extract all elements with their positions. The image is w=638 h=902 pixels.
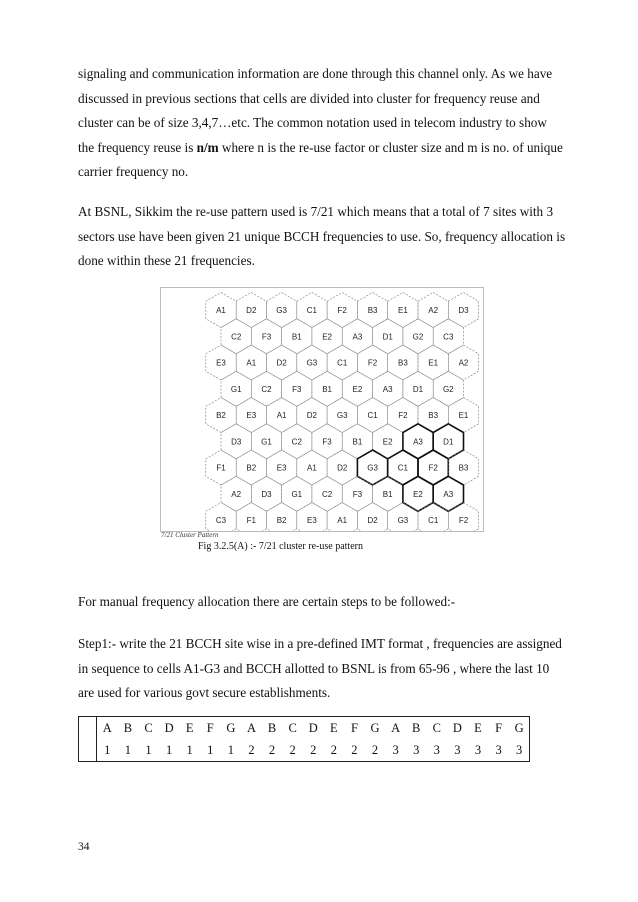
letter-cell: G [365, 717, 386, 740]
hex-cell-label: B1 [291, 332, 302, 342]
hex-cell-label: G1 [230, 384, 242, 394]
hex-cell-label: A2 [428, 306, 439, 315]
hex-cell-label: F1 [246, 516, 256, 525]
paragraph-step1: Step1:- write the 21 BCCH site wise in a pre-defined IMT format , frequencies are assigned in sequence to cells A1-G3 and BCCH allotted to BSNL is from 65-96 , where the last 10 are used for various govt secure establishments. [78, 636, 562, 700]
number-cell: 2 [365, 739, 386, 762]
number-cell: 2 [282, 739, 303, 762]
table-row-letters [79, 717, 530, 740]
number-cell: 1 [179, 739, 200, 762]
hex-cell-label: G2 [412, 332, 424, 342]
letter-cell: D [447, 717, 468, 740]
hex-cell-label: A3 [413, 437, 423, 447]
hex-cell-label: E1 [428, 358, 439, 368]
hex-cell-label: A3 [382, 384, 393, 394]
number-cell: 1 [118, 739, 139, 762]
hex-cell-label: C3 [443, 332, 454, 342]
hex-cell-label: G2 [442, 384, 454, 394]
hex-cell-label: B3 [458, 463, 469, 473]
hex-cell-label: E1 [458, 411, 469, 420]
hex-cell-label: D3 [458, 306, 469, 315]
hex-cell-label: B3 [398, 358, 408, 368]
letter-cell: C [427, 717, 448, 740]
hex-cell-label: A3 [443, 489, 454, 499]
number-cell: 3 [427, 739, 448, 762]
hex-cell-label: G1 [261, 437, 272, 447]
hex-cell-label: A2 [458, 358, 469, 368]
hex-cell-label: E3 [276, 463, 287, 473]
number-cell: 1 [97, 739, 118, 762]
letter-cell: D [303, 717, 324, 740]
hex-cell-label: F2 [367, 358, 378, 368]
hex-cell-label: C1 [367, 411, 378, 420]
hex-cell-label: C2 [291, 437, 302, 447]
paragraph-frequency-reuse: signaling and communication information are done through this channel only. As we have discussed in previous sections that cells are divided into cluster for frequency reuse and cluster can be of size 3,4,7…etc. The common notation used in telecom industry to show the frequency reuse is n/m where n is the re-use factor or cluster size and m is no. of unique carrier frequency no. [78, 66, 563, 179]
bcch-table [78, 716, 530, 762]
table-blank-cell [79, 717, 97, 740]
hex-cell-label: F3 [352, 489, 363, 499]
hex-cell-label: E3 [307, 516, 317, 525]
hex-cell-label: D3 [231, 437, 242, 447]
letter-cell: B [262, 717, 283, 740]
hex-cell-label: D3 [261, 489, 272, 499]
number-cell: 3 [468, 739, 489, 762]
hex-cell-label: A1 [337, 516, 348, 525]
number-cell: 1 [221, 739, 242, 762]
letter-cell: C [282, 717, 303, 740]
figure-title: Fig 3.2.5(A) :- 7/21 cluster re-use pattern [198, 541, 363, 552]
hex-cell-label: F3 [261, 332, 272, 342]
hex-cell-label: D2 [276, 358, 287, 368]
number-cell: 1 [200, 739, 221, 762]
letter-cell: B [406, 717, 427, 740]
paragraph-bsnl-sikkim: At BSNL, Sikkim the re-use pattern used is 7/21 which means that a total of 7 sites with 3 sectors use have been given 21 unique BCCH frequencies to use. So, frequency allocation is done within these 21 frequencies. [78, 204, 566, 268]
notation-bold: n/m [196, 139, 219, 155]
hex-cell-label: F3 [322, 437, 332, 447]
hex-cell-label: C1 [428, 516, 439, 525]
number-cell: 1 [159, 739, 180, 762]
letter-cell: B [118, 717, 139, 740]
hex-cluster-diagram [161, 288, 483, 531]
hex-cell-label: C1 [397, 463, 409, 473]
hex-cell-label: B2 [216, 411, 226, 420]
hex-cell-label: F2 [428, 463, 438, 473]
number-cell: 2 [262, 739, 283, 762]
letter-cell: E [468, 717, 489, 740]
hex-cell-label: A2 [231, 489, 242, 499]
letter-cell: A [241, 717, 262, 740]
hex-cell-label: F2 [458, 516, 469, 525]
hex-cell-label: A1 [276, 411, 287, 420]
hex-cell-label: D2 [367, 516, 378, 525]
number-cell: 3 [406, 739, 427, 762]
hex-cell-label: F1 [216, 463, 226, 473]
hex-cell-label: F3 [292, 384, 302, 394]
hex-cell-label: F2 [337, 306, 347, 315]
hex-cell-label: F2 [398, 411, 408, 420]
number-cell: 2 [303, 739, 324, 762]
hex-cell-label: C2 [261, 384, 272, 394]
number-cell: 3 [447, 739, 468, 762]
figure-inner-caption: 7/21 Cluster Pattern [161, 531, 219, 539]
number-cell: 2 [344, 739, 365, 762]
hex-cell-label: E2 [382, 437, 393, 447]
hex-cell-label: E2 [352, 384, 363, 394]
number-cell: 1 [138, 739, 159, 762]
letter-cell: F [488, 717, 509, 740]
hex-cell-label: B2 [276, 516, 287, 525]
hex-cell-label: B1 [352, 437, 363, 447]
hex-cell-label: G3 [306, 358, 318, 368]
letter-cell: F [200, 717, 221, 740]
hex-cell-label: C1 [306, 306, 318, 315]
number-cell: 2 [241, 739, 262, 762]
letter-cell: F [344, 717, 365, 740]
hex-cell-label: D2 [246, 306, 257, 315]
hex-cell-label: B3 [428, 411, 439, 420]
hex-cell-label: B1 [322, 384, 332, 394]
letter-cell: G [509, 717, 530, 740]
hex-cell-label: G3 [367, 463, 378, 473]
letter-cell: E [179, 717, 200, 740]
hex-cell-label: D2 [306, 411, 318, 420]
letter-cell: D [159, 717, 180, 740]
table-blank-cell [79, 739, 97, 762]
number-cell: 2 [324, 739, 345, 762]
hex-cell-label: D1 [443, 437, 454, 447]
letter-cell: C [138, 717, 159, 740]
hex-cell-label: E2 [322, 332, 332, 342]
letter-cell: E [324, 717, 345, 740]
hex-cell-label: D1 [382, 332, 393, 342]
hex-cell-label: D1 [412, 384, 424, 394]
letter-cell: A [97, 717, 118, 740]
table-row-numbers [79, 739, 530, 762]
hex-cell-label: A1 [307, 463, 317, 473]
hex-cell-label: E3 [216, 358, 226, 368]
number-cell: 3 [385, 739, 406, 762]
hex-cell-label: D2 [337, 463, 348, 473]
paragraph-manual-allocation: For manual frequency allocation there are certain steps to be followed:- [78, 594, 456, 609]
hex-cell-label: B1 [382, 489, 393, 499]
number-cell: 3 [488, 739, 509, 762]
hex-cell-label: E3 [246, 411, 257, 420]
hex-cell-label: G1 [291, 489, 303, 499]
hex-cell-label: C2 [231, 332, 242, 342]
hex-cell-label: A1 [246, 358, 257, 368]
letter-cell: G [221, 717, 242, 740]
hex-cell-label: G3 [397, 516, 409, 525]
hex-cell-label: C2 [321, 489, 333, 499]
number-cell: 3 [509, 739, 530, 762]
hex-cell-label: A3 [352, 332, 363, 342]
page-number: 34 [78, 841, 90, 853]
hex-cell-label: G3 [276, 306, 287, 315]
hex-cell-label: C1 [337, 358, 348, 368]
cluster-pattern-figure [160, 287, 484, 539]
hex-cell-label: C3 [215, 516, 227, 525]
letter-cell: A [385, 717, 406, 740]
hex-cell-label: E2 [413, 489, 423, 499]
hex-cell-label: E1 [398, 306, 408, 315]
hex-cell-label: B2 [246, 463, 257, 473]
hex-cell-label: A1 [216, 306, 226, 315]
hex-cell-label: B3 [367, 306, 378, 315]
hex-cell-label: G3 [336, 411, 348, 420]
